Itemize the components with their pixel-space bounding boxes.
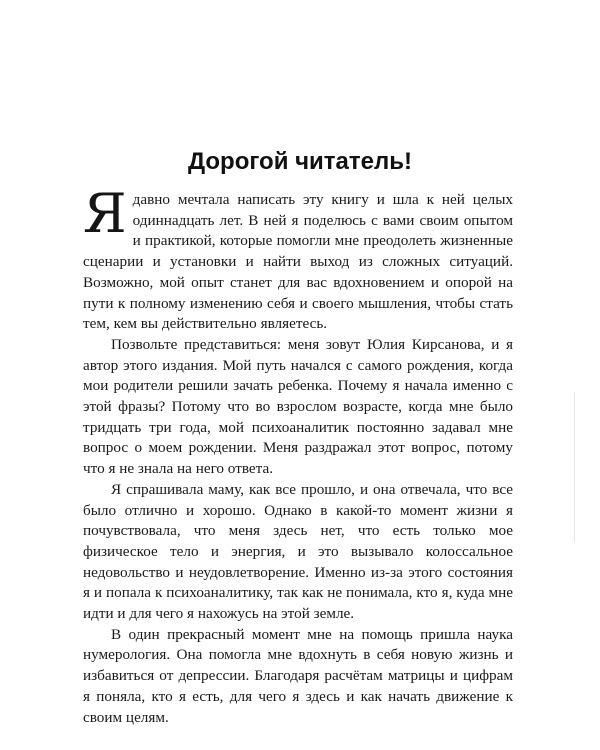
body-text [83,182,513,728]
paragraph-1-text: давно мечтала написать эту книгу и шла к ней целых одиннадцать лет. В ней я поделюсь с вами своим опытом и практикой, которые помогли мне преодолеть жизненные сценарии и установки и найти выход из сложных ситуаций. Возможно, мой опыт станет для вас вдохновением и опорой на пути к полному изменению себя и своего мышления, чтобы стать тем, кем вы действительно являетесь. [83,191,513,333]
paragraph-3: Я спрашивала маму, как все прошло, и она отвечала, что все было отлично и хорошо. Однако в какой-то момент жизни я почувствовала, что меня здесь нет, что есть только мое физическое тело и энергия, и это вызывало колоссальное недовольство и неудовлетворение. Именно из-за этого состояния я и попала к психоаналитику, так как не понимала, кто я, куда мне идти и для чего я нахожусь на этой земле. [83,480,513,623]
page-title: Дорогой читатель! [187,148,412,175]
paragraph-1 [83,182,513,335]
drop-cap: Я [83,182,127,245]
paragraph-2: Позвольте представиться: меня зовут Юлия Кирсанова, и я автор этого издания. Мой путь начался с самого рождения, когда мои родители решили зачать ребенка. Почему я начала именно с этой фразы? Потому что во взрослом возрасте, когда мне было тридцать три года, мой психоаналитик постоянно задавал мне вопрос о моем рождении. Меня раздражал этот вопрос, потому что я не знала на него ответа. [83,335,513,478]
paragraph-4: В один прекрасный момент мне на помощь пришла наука нумерология. Она помогла мне вдохнуть в себя новую жизнь и избавиться от депрессии. Благодаря расчётам матрицы и цифрам я поняла, кто я есть, для чего я здесь и как начать движение к своим целям. [83,625,513,726]
page-edge-shadow [574,392,575,542]
